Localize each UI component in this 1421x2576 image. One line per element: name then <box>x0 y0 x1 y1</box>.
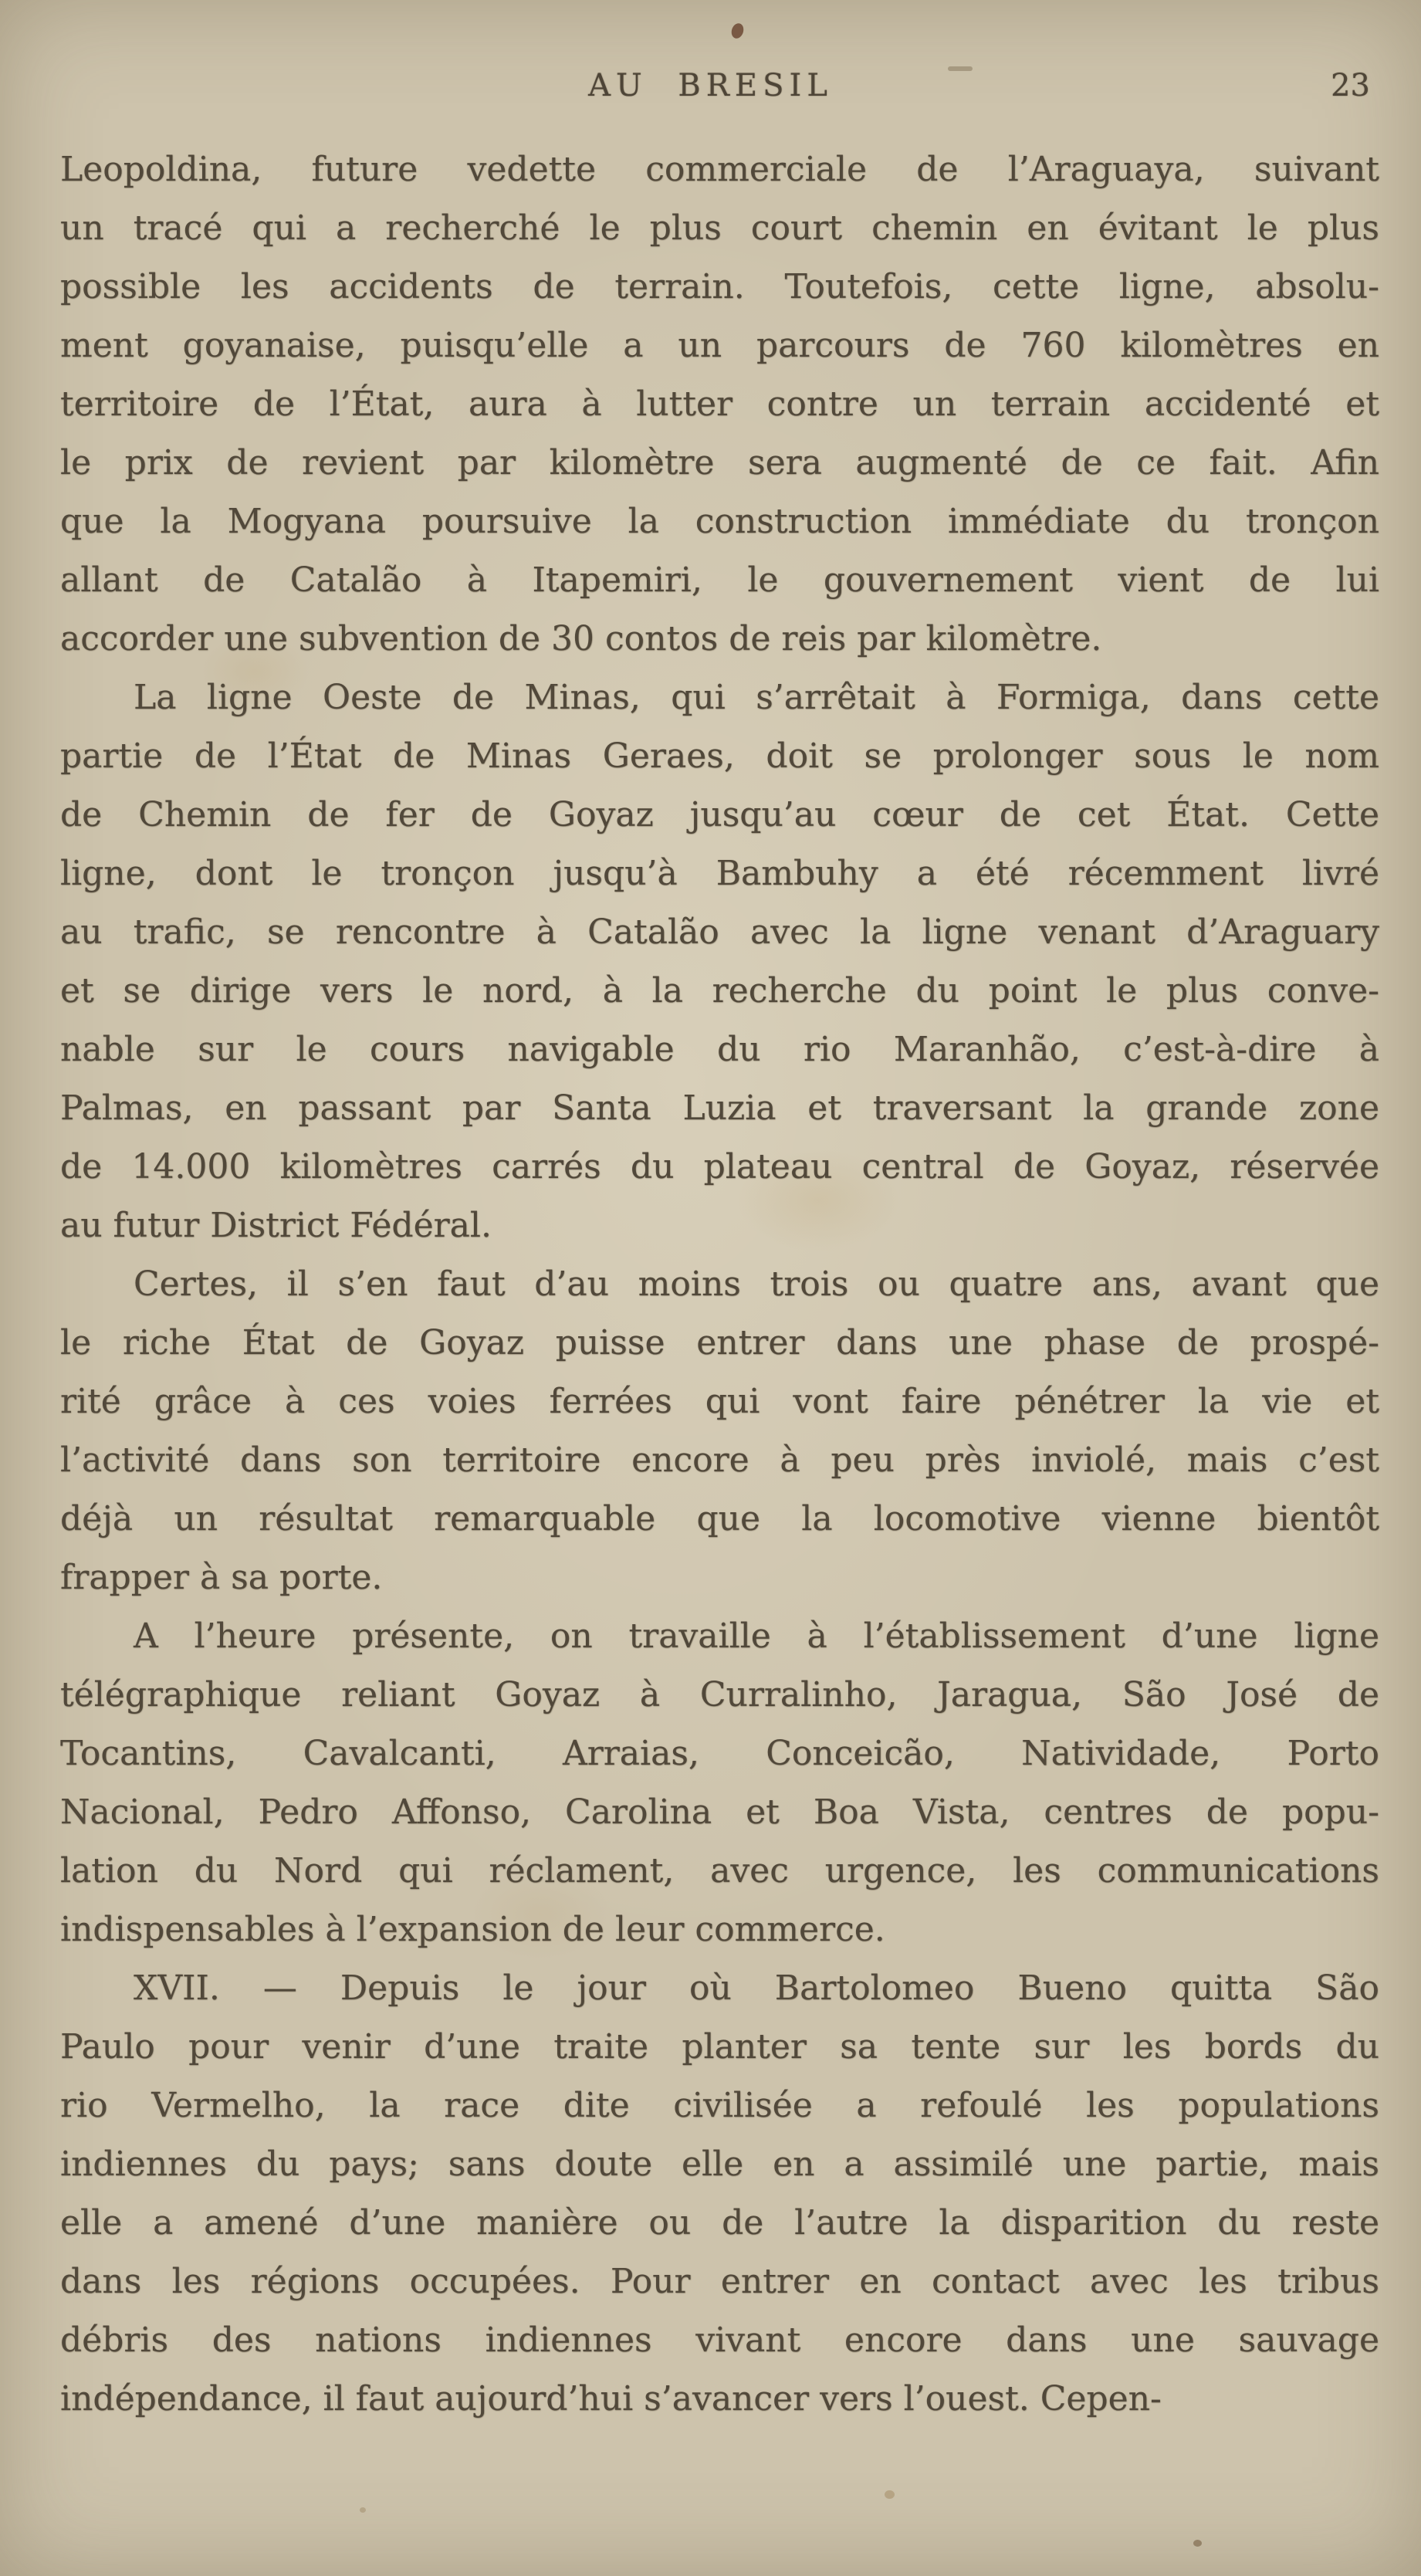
text-line: territoire de l’État, aura à lutter contre un terrain accidenté et <box>60 384 1379 424</box>
text-line: l’activité dans son territoire encore à peu près inviolé, mais c’est <box>60 1440 1379 1480</box>
text-line: La ligne Oeste de Minas, qui s’arrêtait à Formiga, dans cette <box>134 678 1379 717</box>
text-line: lation du Nord qui réclament, avec urgence, les communications <box>60 1851 1379 1891</box>
paragraph <box>60 1959 1379 2429</box>
text-line: accorder une subvention de 30 contos de reis par kilomètre. <box>60 619 1102 658</box>
text-line: ligne, dont le tronçon jusqu’à Bambuhy a été récemment livré <box>60 854 1379 893</box>
text-line: Certes, il s’en faut d’au moins trois ou quatre ans, avant que <box>134 1264 1379 1304</box>
text-line: débris des nations indiennes vivant encore dans une sauvage <box>60 2320 1379 2360</box>
text-line: de 14.000 kilomètres carrés du plateau central de Goyaz, réservée <box>60 1147 1379 1186</box>
text-line: elle a amené d’une manière ou de l’autre la disparition du reste <box>60 2203 1379 2243</box>
text-line: partie de l’État de Minas Geraes, doit se prolonger sous le nom <box>60 736 1379 776</box>
running-header-title: AU BRESIL <box>588 68 833 103</box>
text-line: ment goyanaise, puisqu’elle a un parcours de 760 kilomètres en <box>60 326 1379 365</box>
text-line: frapper à sa porte. <box>60 1558 383 1597</box>
text-line: dans les régions occupées. Pour entrer en contact avec les tribus <box>60 2262 1379 2301</box>
text-line: télégraphique reliant Goyaz à Curralinho, Jaragua, São José de <box>60 1675 1379 1715</box>
text-line: A l’heure présente, on travaille à l’établissement d’une ligne <box>134 1616 1379 1656</box>
text-line: indépendance, il faut aujourd’hui s’avancer vers l’ouest. Cepen- <box>60 2379 1162 2419</box>
text-line: au futur District Fédéral. <box>60 1206 492 1245</box>
text-line: Paulo pour venir d’une traite planter sa tente sur les bords du <box>60 2027 1379 2067</box>
text-line: indispensables à l’expansion de leur commerce. <box>60 1910 885 1949</box>
text-line: allant de Catalão à Itapemiri, le gouvernement vient de lui <box>60 560 1379 600</box>
text-line: le riche État de Goyaz puisse entrer dans une phase de prospé- <box>60 1323 1379 1362</box>
text-line: Tocantins, Cavalcanti, Arraias, Conceicão, Natividade, Porto <box>60 1734 1379 1773</box>
text-line: déjà un résultat remarquable que la locomotive vienne bientôt <box>60 1499 1379 1538</box>
text-block <box>60 140 1379 2429</box>
text-line: que la Mogyana poursuive la construction immédiate du tronçon <box>60 502 1379 541</box>
page-number: 23 <box>1331 68 1370 103</box>
text-line: le prix de revient par kilomètre sera augmenté de ce fait. Afin <box>60 443 1379 482</box>
paragraph <box>60 1255 1379 1607</box>
text-line: un tracé qui a recherché le plus court chemin en évitant le plus <box>60 208 1379 248</box>
paper-speck <box>360 2507 366 2513</box>
paragraph <box>60 669 1379 1255</box>
text-line: rité grâce à ces voies ferrées qui vont faire pénétrer la vie et <box>60 1382 1379 1421</box>
paper-speck <box>1193 2540 1202 2547</box>
text-line: de Chemin de fer de Goyaz jusqu’au cœur de cet État. Cette <box>60 795 1379 834</box>
text-line: Leopoldina, future vedette commerciale de l’Araguaya, suivant <box>60 150 1379 189</box>
text-line: au trafic, se rencontre à Catalão avec la ligne venant d’Araguary <box>60 912 1379 952</box>
paper-speck <box>885 2490 895 2499</box>
paper-speck <box>729 22 745 40</box>
text-line: XVII. — Depuis le jour où Bartolomeo Bueno quitta São <box>134 1968 1379 2008</box>
text-line: Palmas, en passant par Santa Luzia et traversant la grande zone <box>60 1088 1379 1128</box>
paragraph <box>60 1607 1379 1959</box>
paragraph <box>60 140 1379 669</box>
text-line: nable sur le cours navigable du rio Maranhão, c’est-à-dire à <box>60 1030 1379 1069</box>
text-line: Nacional, Pedro Affonso, Carolina et Boa Vista, centres de popu- <box>60 1792 1379 1832</box>
text-line: et se dirige vers le nord, à la recherche du point le plus conve- <box>60 971 1379 1010</box>
text-line: possible les accidents de terrain. Toutefois, cette ligne, absolu- <box>60 267 1379 306</box>
text-line: rio Vermelho, la race dite civilisée a refoulé les populations <box>60 2086 1379 2125</box>
text-line: indiennes du pays; sans doute elle en a assimilé une partie, mais <box>60 2144 1379 2184</box>
